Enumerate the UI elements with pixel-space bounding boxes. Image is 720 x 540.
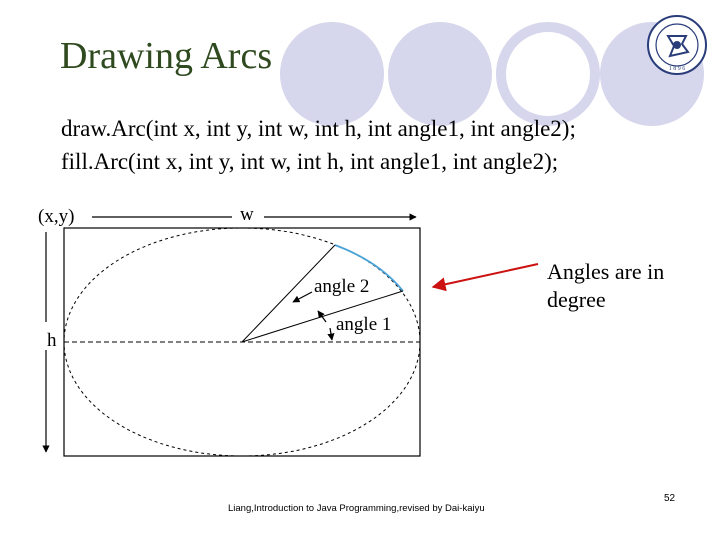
code-line-drawarc: draw.Arc(int x, int y, int w, int h, int angle1, int angle2); (61, 116, 576, 141)
angles-note: Angles are in degree (547, 259, 665, 312)
logo-year-text: 1 8 9 6 (668, 66, 686, 72)
red-pointer-arrow (433, 264, 538, 287)
angle1-arrow-down (330, 328, 332, 340)
label-angle2: angle 2 (314, 276, 370, 297)
slide-title: Drawing Arcs (60, 35, 273, 77)
label-xy: (x,y) (38, 206, 75, 227)
label-h: h (47, 330, 57, 351)
label-angle1: angle 1 (336, 314, 392, 335)
code-line-fillarc: fill.Arc(int x, int y, int w, int h, int angle1, int angle2); (61, 149, 559, 174)
page-number: 52 (664, 493, 676, 504)
angle2-arrow (293, 292, 312, 302)
angle1-arrow-up (318, 311, 326, 322)
footer-credit: Liang,Introduction to Java Programming,revised by Dai-kaiyu (228, 503, 485, 514)
label-w: w (240, 204, 254, 225)
